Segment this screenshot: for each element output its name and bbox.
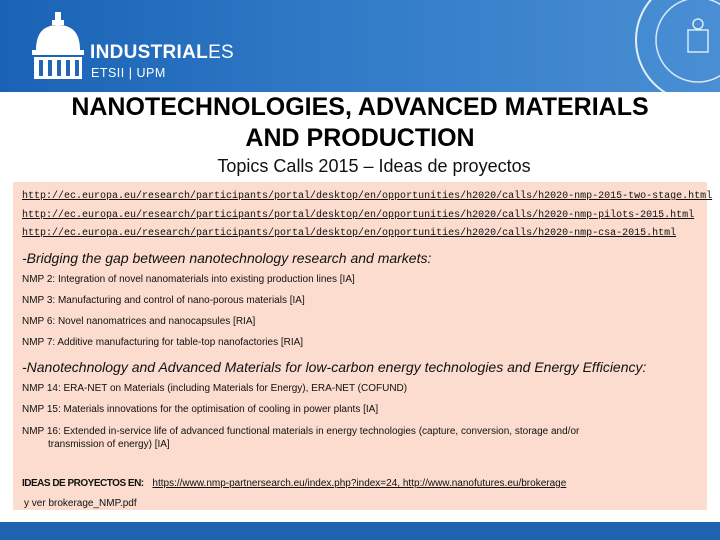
content-panel (13, 182, 713, 510)
topic-item-nmp6: NMP 6: Novel nanomatrices and nanocapsules [RIA] (22, 316, 256, 327)
call-link-pilots[interactable]: http://ec.europa.eu/research/participants/portal/desktop/en/opportunities/h2020/calls/h2020-nmp-pilots-2015.html (22, 210, 695, 221)
logo-name-light: ES (208, 42, 235, 63)
logo-subtitle: ETSII | UPM (91, 66, 166, 80)
university-seal (628, 0, 720, 92)
ideas-label: IDEAS DE PROYECTOS EN: (22, 478, 144, 489)
topic-item-nmp16-line1: NMP 16: Extended in-service life of advanced functional materials in energy technologies (capture, conversion, storage and/or (22, 426, 580, 437)
topic-item-nmp3: NMP 3: Manufacturing and control of nano-porous materials [IA] (22, 295, 305, 306)
footer-band (0, 522, 720, 540)
topic-item-nmp14: NMP 14: ERA-NET on Materials (including Materials for Energy), ERA-NET (COFUND) (22, 383, 408, 394)
industriales-logo[interactable] (30, 12, 235, 84)
page-title (0, 92, 720, 154)
header-band (0, 0, 720, 92)
topic-item-nmp15: NMP 15: Materials innovations for the optimisation of cooling in power plants [IA] (22, 404, 379, 415)
section-heading-bridging: -Bridging the gap between nanotechnology research and markets: (22, 250, 432, 266)
topic-item-nmp7: NMP 7: Additive manufacturing for table-top nanofactories [RIA] (22, 337, 304, 348)
topic-item-nmp16-line2: transmission of energy) [IA] (48, 439, 170, 450)
logo-name (90, 42, 234, 64)
ideas-brokerage-note: y ver brokerage_NMP.pdf (24, 498, 137, 509)
title-line-1: NANOTECHNOLOGIES, ADVANCED MATERIALS (71, 93, 649, 121)
title-line-2: AND PRODUCTION (245, 124, 475, 152)
dome-building-icon (30, 12, 86, 82)
page-subtitle: Topics Calls 2015 – Ideas de proyectos (217, 156, 531, 176)
university-seal-icon (628, 0, 720, 92)
call-link-two-stage[interactable]: http://ec.europa.eu/research/participants/portal/desktop/en/opportunities/h2020/calls/h2020-nmp-2015-two-stage.html (22, 191, 713, 202)
ideas-line (22, 478, 566, 489)
topic-item-nmp2: NMP 2: Integration of novel nanomaterials into existing production lines [IA] (22, 274, 355, 285)
section-heading-energy: -Nanotechnology and Advanced Materials for low-carbon energy technologies and Energy Efficiency: (22, 359, 647, 375)
ideas-links[interactable]: https://www.nmp-partnersearch.eu/index.php?index=24, http://www.nanofutures.eu/brokerage (152, 478, 567, 489)
logo-name-bold: INDUSTRIAL (90, 42, 209, 63)
topic-item-nmp16 (22, 425, 682, 451)
call-link-csa[interactable]: http://ec.europa.eu/research/participants/portal/desktop/en/opportunities/h2020/calls/h2020-nmp-csa-2015.html (22, 228, 677, 239)
